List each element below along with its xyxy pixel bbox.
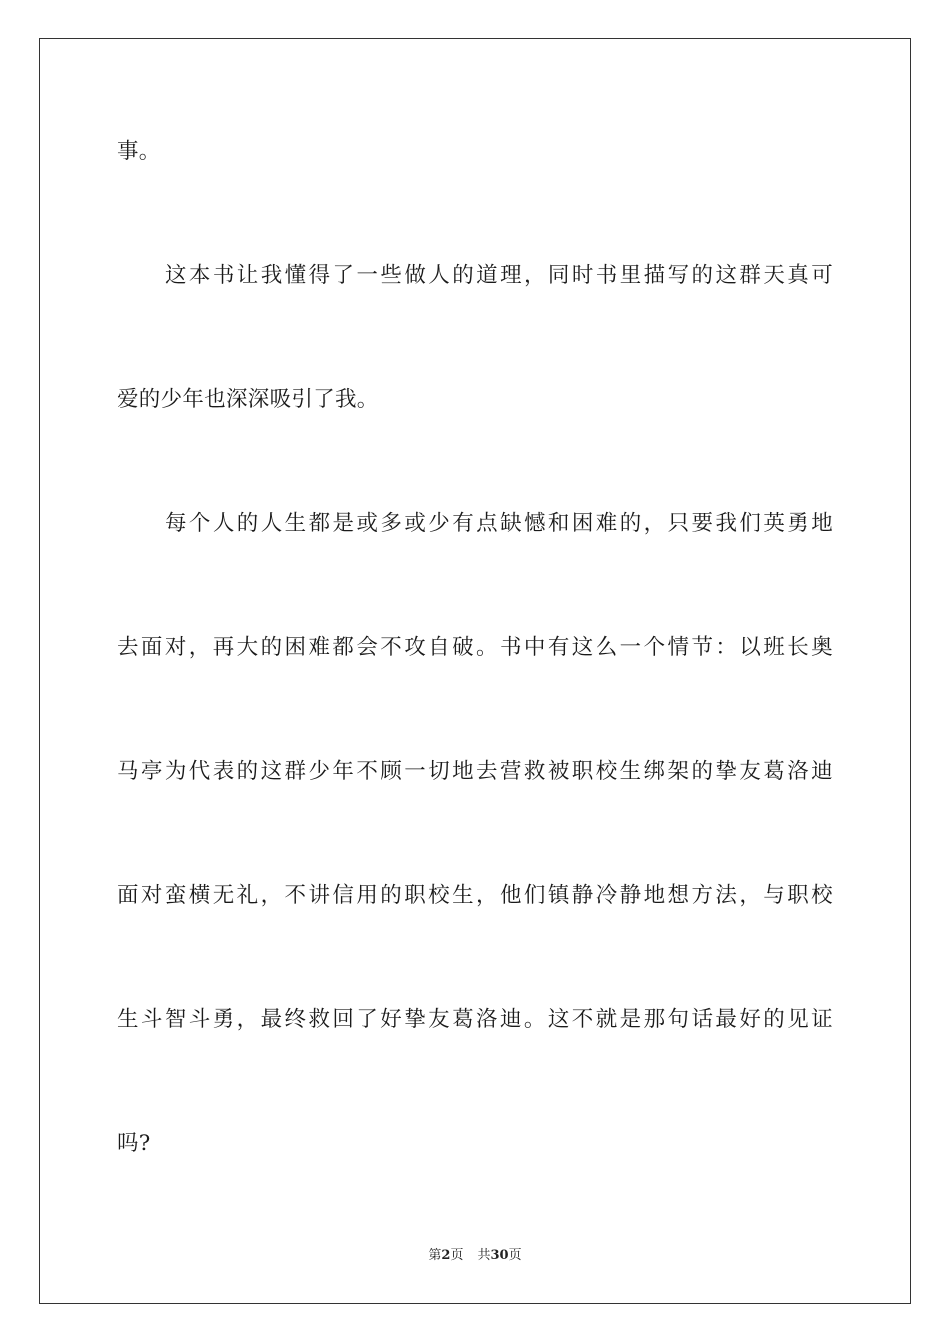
footer-total-suffix: 页 <box>508 1248 522 1263</box>
footer-total-pages: 30 <box>490 1248 509 1263</box>
text-line-9: 吗? <box>117 1131 151 1156</box>
text-line-3: 爱的少年也深深吸引了我。 <box>117 387 379 412</box>
page-footer <box>0 1247 950 1265</box>
footer-page-suffix: 页 <box>450 1248 464 1263</box>
text-line-1: 事。 <box>117 139 161 164</box>
footer-total-prefix: 共 <box>477 1248 491 1263</box>
text-line-8: 生斗智斗勇，最终救回了好挚友葛洛迪。这不就是那句话最好的见证 <box>117 1007 833 1032</box>
text-line-5: 去面对，再大的困难都会不攻自破。书中有这么一个情节：以班长奥 <box>117 635 833 660</box>
page-border <box>39 38 911 1304</box>
text-line-7: 面对蛮横无礼，不讲信用的职校生，他们镇静冷静地想方法，与职校 <box>117 883 833 908</box>
footer-page-number: 2 <box>441 1248 451 1263</box>
footer-page-prefix: 第 <box>428 1248 442 1263</box>
text-line-2: 这本书让我懂得了一些做人的道理，同时书里描写的这群天真可 <box>165 263 833 288</box>
text-line-6: 马亭为代表的这群少年不顾一切地去营救被职校生绑架的挚友葛洛迪 <box>117 759 833 784</box>
text-line-4: 每个人的人生都是或多或少有点缺憾和困难的，只要我们英勇地 <box>165 511 833 536</box>
